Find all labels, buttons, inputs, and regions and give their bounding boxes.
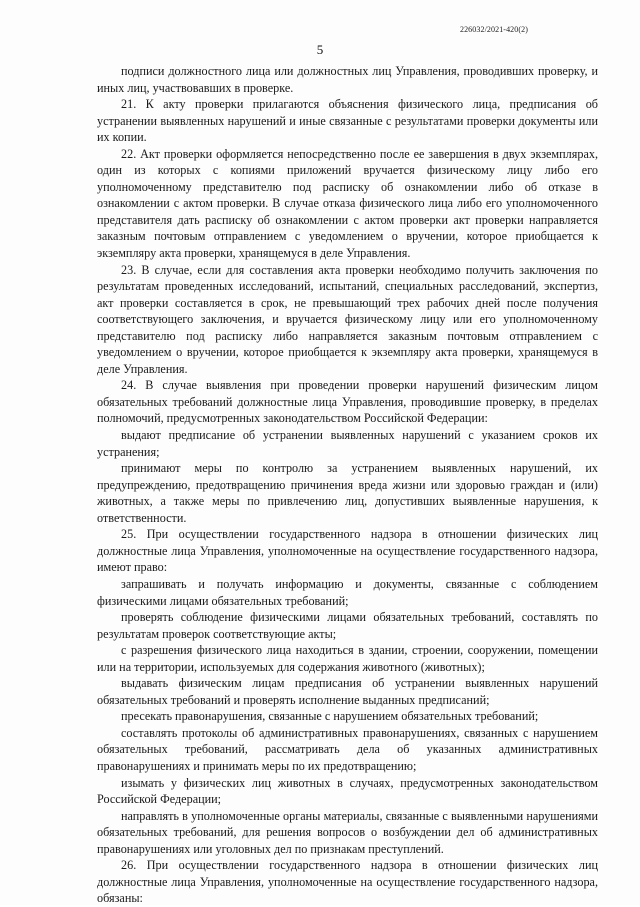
paragraph-24-item-1: выдают предписание об устранении выявленных нарушений с указанием сроков их устранения; — [97, 428, 598, 459]
document-registration-number: 226032/2021-420(2) — [459, 25, 528, 34]
paragraph-25-item-2: проверять соблюдение физическими лицами обязательных требований, составлять по результатам проверок соответствующие акты; — [97, 610, 598, 641]
paragraph-25: 25. При осуществлении государственного надзора в отношении физических лиц должностные лица Управления, уполномоченные на осуществление государственного надзора, имеют право: — [97, 527, 598, 575]
paragraph-26: 26. При осуществлении государственного надзора в отношении физических лиц должностные лица Управления, уполномоченные на осуществление государственного надзора, обязаны: — [97, 858, 598, 906]
paragraph-25-item-4: выдавать физическим лицам предписания об устранении выявленных нарушений обязательных требований и проверять исполнение выданных предписаний; — [97, 676, 598, 707]
paragraph-25-item-7: изымать у физических лиц животных в случаях, предусмотренных законодательством Российской Федерации; — [97, 775, 598, 807]
paragraph-24: 24. В случае выявления при проведении проверки нарушений физическим лицом обязательных требований должностные лица Управления, проводившие проверку, в пределах полномочий, предусмотренных законодательством Российской Федерации: — [97, 378, 598, 426]
paragraph-25-item-8: направлять в уполномоченные органы материалы, связанные с выявленными нарушениями обязательных требований, для решения вопросов о возбуждении дел об административных правонарушениях или уголовных дел по признакам преступлений. — [97, 808, 598, 856]
paragraph-25-item-6: составлять протоколы об административных правонарушениях, связанных с нарушением обязательных требований, рассматривать дела об указанных административных правонарушениях и принимать меры по их предотвращению; — [97, 725, 598, 773]
paragraph-25-item-5: пресекать правонарушения, связанные с нарушением обязательных требований; — [121, 709, 539, 724]
document-body — [97, 63, 598, 907]
paragraph-25-item-3: с разрешения физического лица находиться в здании, строении, сооружении, помещении или на территории, используемых для содержания животного (животных); — [97, 643, 598, 674]
paragraph-continuation: подписи должностного лица или должностных лиц Управления, проводивших проверку, и иных лиц, участвовавших в проверке. — [97, 64, 598, 95]
paragraph-25-item-1: запрашивать и получать информацию и документы, связанные с соблюдением физическими лицами обязательных требований; — [97, 576, 598, 608]
paragraph-23: 23. В случае, если для составления акта проверки необходимо получить заключения по результатам проведенных исследований, испытаний, специальных расследований, экспертиз, акт проверки составляется в срок, не превышающий трех рабочих дней после получения соответствующего заключения, и вручается физическому лицу или его уполномоченному представителю под расписку либо направляется заказным почтовым отправлением с уведомлением о вручении, которое приобщается к экземпляру акта проверки, хранящемуся в деле Управления. — [97, 262, 598, 376]
paragraph-24-item-2: принимают меры по контролю за устранением выявленных нарушений, их предупреждению, предотвращению причинения вреда жизни или здоровью граждан и (или) животных, а также меры по привлечению лиц, допустивших выявленные нарушения, к ответственности. — [97, 461, 598, 525]
paragraph-21: 21. К акту проверки прилагаются объяснения физического лица, предписания об устранении выявленных нарушений и иные связанные с результатами проверки документы или их копии. — [97, 97, 598, 145]
page-number: 5 — [316, 42, 324, 57]
paragraph-22: 22. Акт проверки оформляется непосредственно после ее завершения в двух экземплярах, один из которых с копиями приложений вручается физическому лицу либо его уполномоченному представителю под расписку об ознакомлении либо об отказе в ознакомлении с актом проверки. В случае отказа физического лица либо его уполномоченного представителя дать расписку об ознакомлении с актом проверки акт проверки направляется заказным почтовым отправлением с уведомлением о вручении, которое приобщается к экземпляру акта проверки, хранящемуся в деле Управления. — [97, 146, 598, 261]
